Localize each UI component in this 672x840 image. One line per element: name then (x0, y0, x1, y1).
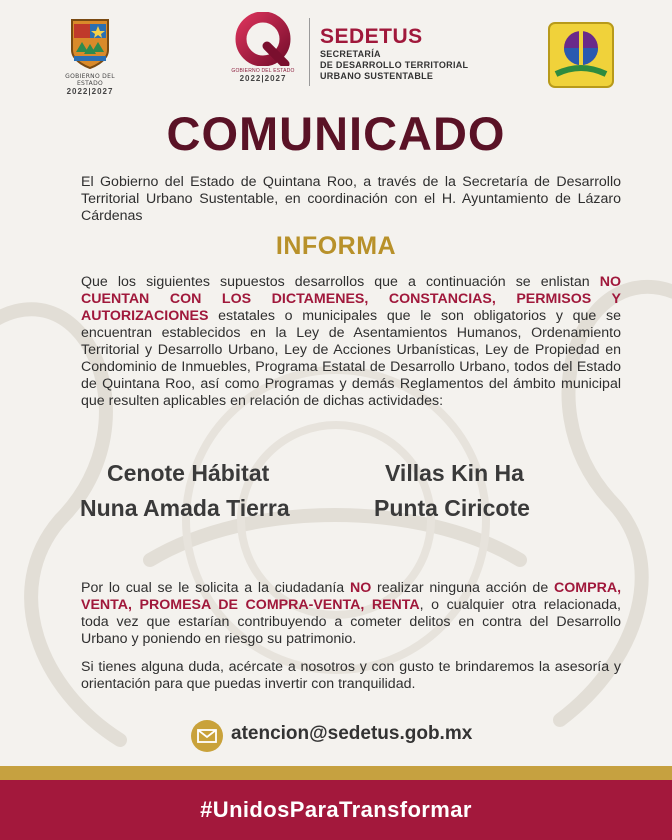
help-paragraph: Si tienes alguna duda, acércate a nosotros y con gusto te brindaremos la asesoría y orientación para que puedas invertir con tranquilidad. (81, 659, 621, 692)
org-line-1: SECRETARÍA (320, 49, 381, 59)
notice-highlight: NO CUENTAN CON LOS DICTAMENES, CONSTANCIAS, PERMISOS Y AUTORIZACIONES (81, 274, 621, 324)
footer-gold-band (0, 766, 672, 780)
footer-band (0, 780, 672, 840)
q-logo-icon (231, 12, 295, 66)
header-divider (309, 18, 310, 86)
request-highlight: COMPRA, VENTA, PROMESA DE COMPRA-VENTA, RENTA (81, 580, 622, 613)
notice-paragraph (81, 274, 621, 410)
seal-subtitle: GOBIERNO DEL ESTADO (65, 73, 115, 87)
header (0, 0, 672, 105)
org-name: SEDETUS (320, 25, 423, 48)
org-block (320, 25, 468, 82)
org-line-2: DE DESARROLLO TERRITORIAL (320, 60, 469, 70)
contact-email-link[interactable]: atencion@sedetus.gob.mx (231, 723, 473, 744)
municipality-logo-icon (548, 22, 614, 88)
org-line-3: URBANO SUSTENTABLE (320, 71, 434, 81)
seal-years: 2022|2027 (66, 87, 114, 96)
footer-hashtag: #UnidosParaTransformar (200, 797, 472, 822)
development-item: Nuna Amada Tierra (80, 495, 290, 521)
informa-heading: INFORMA (275, 232, 397, 260)
request-text-pre: Por lo cual se le solicita a la ciudadanía (81, 580, 350, 596)
request-text-post: , o cualquier otra relacionada, toda vez que estarían contribuyendo a cometer delitos en contra del Desarrollo Urbano y poniendo en riesgo su patrimonio. (81, 597, 622, 647)
contact-row (0, 717, 672, 755)
page-title: COMUNICADO (166, 107, 506, 160)
request-paragraph (81, 580, 621, 648)
state-seal (60, 16, 120, 96)
q-logo-subtitle: GOBIERNO DEL ESTADO (231, 68, 295, 74)
mail-icon (191, 720, 223, 752)
government-q-logo (224, 12, 302, 83)
development-item: Punta Ciricote (374, 495, 530, 521)
notice-text-post: estatales o municipales que le son obligatorios y que se encuentran establecidos en la Ley de Asentamientos Humanos, Ordenamiento Territorial y Desarrollo Urbano, Ley de Acciones Urbanísticas, Ley de Propiedad en Condominio de Inmuebles, Programa Estatal de Desarrollo Urbano, todos del Estado de Quintana Roo, así como Programas y demás Reglamentos del ámbito municipal que resulten aplicables en relación de dichas actividades: (81, 308, 621, 409)
development-item: Cenote Hábitat (107, 460, 270, 486)
state-seal-icon (68, 16, 112, 70)
request-text-mid: realizar ninguna acción de (371, 580, 555, 596)
request-no: NO (349, 580, 372, 596)
intro-paragraph: El Gobierno del Estado de Quintana Roo, a través de la Secretaría de Desarrollo Territorial Urbano Sustentable, en coordinación con el H. Ayuntamiento de Lázaro Cárdenas (81, 174, 621, 224)
notice-text-pre: Que los siguientes supuestos desarrollos que a continuación se enlistan (81, 274, 600, 290)
q-logo-years: 2022|2027 (239, 74, 287, 83)
development-item: Villas Kin Ha (385, 460, 524, 486)
